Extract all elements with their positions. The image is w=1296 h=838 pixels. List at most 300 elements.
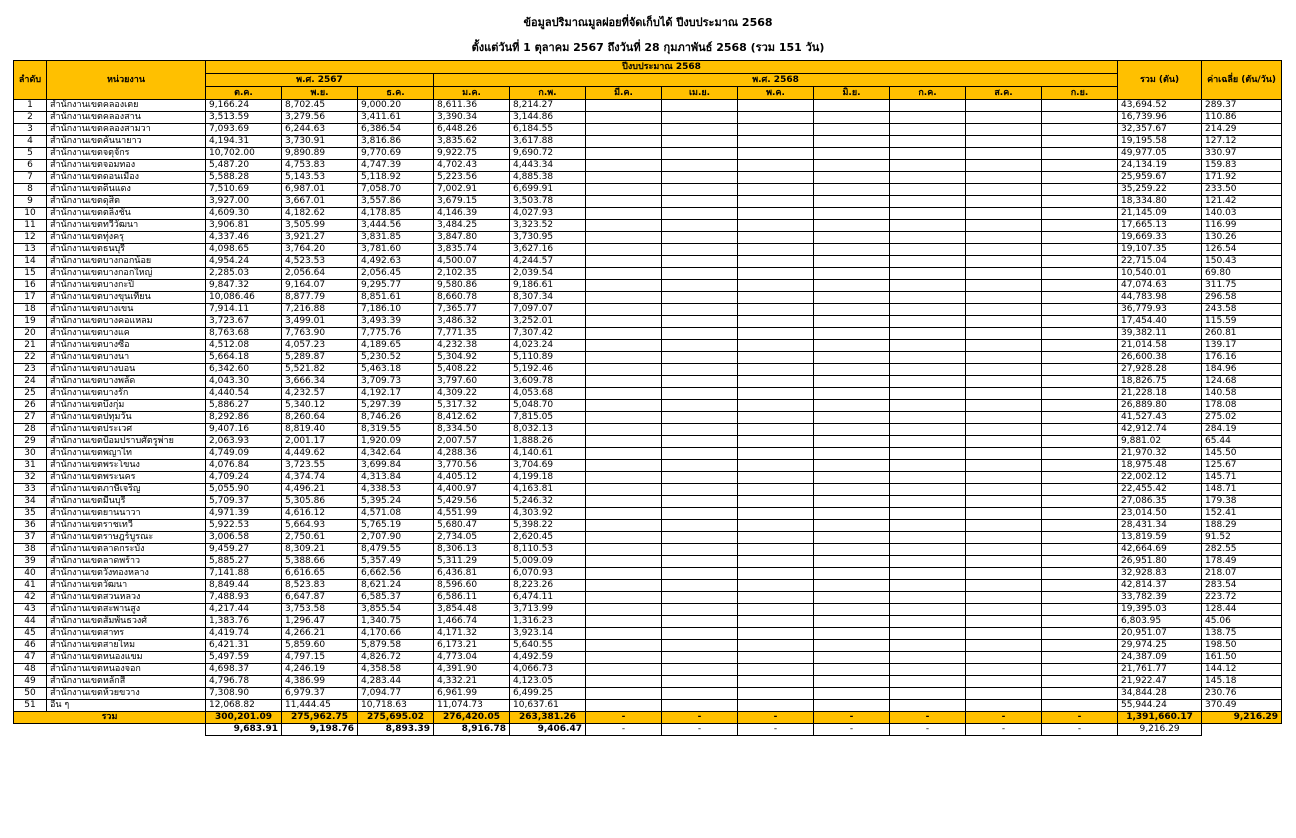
row-number: 51 — [14, 700, 47, 712]
table-row — [14, 124, 1282, 136]
month-empty — [662, 304, 738, 316]
month-empty — [890, 496, 966, 508]
month-empty — [966, 376, 1042, 388]
row-number: 38 — [14, 544, 47, 556]
row-number: 39 — [14, 556, 47, 568]
month-empty — [738, 220, 814, 232]
row-average: 260.81 — [1202, 328, 1282, 340]
row-total: 17,665.13 — [1118, 220, 1202, 232]
month-value: 10,718.63 — [358, 700, 434, 712]
row-average: 116.99 — [1202, 220, 1282, 232]
table-row — [14, 532, 1282, 544]
month-empty — [586, 580, 662, 592]
row-number: 4 — [14, 136, 47, 148]
row-number: 22 — [14, 352, 47, 364]
row-unit-name: สำนักงานเขตบางบอน — [47, 364, 206, 376]
month-empty — [1042, 676, 1118, 688]
month-empty — [662, 532, 738, 544]
month-empty — [738, 160, 814, 172]
month-empty — [738, 340, 814, 352]
month-value: 5,664.93 — [282, 520, 358, 532]
row-average: 188.29 — [1202, 520, 1282, 532]
month-empty — [966, 364, 1042, 376]
table-row — [14, 700, 1282, 712]
month-empty — [1042, 604, 1118, 616]
sum-dash: - — [814, 712, 890, 724]
month-value: 4,140.61 — [510, 448, 586, 460]
month-empty — [586, 124, 662, 136]
month-empty — [738, 328, 814, 340]
row-unit-name: สำนักงานเขตสัมพันธวงศ์ — [47, 616, 206, 628]
month-value: 4,419.74 — [206, 628, 282, 640]
month-empty — [586, 688, 662, 700]
month-empty — [738, 556, 814, 568]
row-number: 37 — [14, 532, 47, 544]
table-row — [14, 676, 1282, 688]
month-value: 4,309.22 — [434, 388, 510, 400]
table-row — [14, 340, 1282, 352]
month-empty — [814, 604, 890, 616]
month-value: 4,551.99 — [434, 508, 510, 520]
sum-dash: - — [662, 712, 738, 724]
month-empty — [1042, 352, 1118, 364]
month-value: 4,386.99 — [282, 676, 358, 688]
row-total: 35,259.22 — [1118, 184, 1202, 196]
month-value: 4,492.63 — [358, 256, 434, 268]
row-number: 33 — [14, 484, 47, 496]
row-average: 152.41 — [1202, 508, 1282, 520]
month-value: 5,879.58 — [358, 640, 434, 652]
month-empty — [586, 100, 662, 112]
month-empty — [1042, 364, 1118, 376]
month-value: 8,260.64 — [282, 412, 358, 424]
month-empty — [586, 424, 662, 436]
month-empty — [814, 592, 890, 604]
month-empty — [738, 232, 814, 244]
month-value: 6,647.87 — [282, 592, 358, 604]
row-total: 18,334.80 — [1118, 196, 1202, 208]
month-empty — [890, 280, 966, 292]
month-empty — [1042, 496, 1118, 508]
row-total: 41,527.43 — [1118, 412, 1202, 424]
month-empty — [1042, 220, 1118, 232]
month-empty — [662, 496, 738, 508]
month-value: 4,337.46 — [206, 232, 282, 244]
month-empty — [814, 136, 890, 148]
month-empty — [966, 328, 1042, 340]
row-unit-name: สำนักงานเขตตลิ่งชัน — [47, 208, 206, 220]
row-total: 42,814.37 — [1118, 580, 1202, 592]
row-average: 140.03 — [1202, 208, 1282, 220]
month-value: 3,723.55 — [282, 460, 358, 472]
month-value: 3,144.86 — [510, 112, 586, 124]
month-value: 4,313.84 — [358, 472, 434, 484]
month-value: 4,178.85 — [358, 208, 434, 220]
row-total: 21,228.18 — [1118, 388, 1202, 400]
month-empty — [814, 160, 890, 172]
month-empty — [662, 172, 738, 184]
month-empty — [586, 328, 662, 340]
month-empty — [586, 304, 662, 316]
month-value: 4,885.38 — [510, 172, 586, 184]
month-empty — [586, 544, 662, 556]
row-unit-name: สำนักงานเขตดินแดง — [47, 184, 206, 196]
month-empty — [738, 580, 814, 592]
month-value: 4,443.34 — [510, 160, 586, 172]
month-value: 4,500.07 — [434, 256, 510, 268]
month-value: 6,987.01 — [282, 184, 358, 196]
table-row — [14, 544, 1282, 556]
month-value: 3,854.48 — [434, 604, 510, 616]
month-empty — [890, 316, 966, 328]
month-empty — [814, 628, 890, 640]
month-empty — [1042, 316, 1118, 328]
month-empty — [890, 148, 966, 160]
month-value: 4,338.53 — [358, 484, 434, 496]
header-month: มิ.ย. — [814, 87, 890, 100]
row-number: 29 — [14, 436, 47, 448]
month-value: 3,609.78 — [510, 376, 586, 388]
row-average: 128.44 — [1202, 604, 1282, 616]
row-number: 42 — [14, 592, 47, 604]
month-value: 3,831.85 — [358, 232, 434, 244]
month-value: 4,571.08 — [358, 508, 434, 520]
month-empty — [586, 592, 662, 604]
month-empty — [586, 532, 662, 544]
month-empty — [966, 592, 1042, 604]
row-unit-name: สำนักงานเขตยานนาวา — [47, 508, 206, 520]
row-number: 6 — [14, 160, 47, 172]
month-empty — [586, 508, 662, 520]
month-value: 4,266.21 — [282, 628, 358, 640]
month-empty — [890, 172, 966, 184]
row-number: 36 — [14, 520, 47, 532]
month-value: 2,039.54 — [510, 268, 586, 280]
row-number: 26 — [14, 400, 47, 412]
month-value: 9,847.32 — [206, 280, 282, 292]
month-empty — [814, 652, 890, 664]
month-empty — [662, 652, 738, 664]
table-row — [14, 268, 1282, 280]
month-value: 4,053.68 — [510, 388, 586, 400]
row-average: 115.59 — [1202, 316, 1282, 328]
row-unit-name: สำนักงานเขตลาดกระบัง — [47, 544, 206, 556]
month-empty — [890, 232, 966, 244]
sum-total: 1,391,660.17 — [1118, 712, 1202, 724]
month-empty — [814, 292, 890, 304]
month-empty — [738, 424, 814, 436]
month-value: 5,305.86 — [282, 496, 358, 508]
month-empty — [1042, 160, 1118, 172]
row-number: 16 — [14, 280, 47, 292]
row-average: 145.71 — [1202, 472, 1282, 484]
month-value: 3,679.15 — [434, 196, 510, 208]
row-number: 34 — [14, 496, 47, 508]
row-unit-name: สำนักงานเขตบางกอกน้อย — [47, 256, 206, 268]
daily-dash: - — [738, 724, 814, 736]
month-empty — [738, 196, 814, 208]
month-empty — [966, 652, 1042, 664]
month-empty — [814, 640, 890, 652]
month-empty — [1042, 448, 1118, 460]
month-empty — [738, 400, 814, 412]
month-empty — [890, 244, 966, 256]
month-value: 5,408.22 — [434, 364, 510, 376]
month-empty — [662, 448, 738, 460]
month-empty — [890, 136, 966, 148]
month-empty — [586, 568, 662, 580]
month-empty — [662, 604, 738, 616]
month-value: 3,323.52 — [510, 220, 586, 232]
month-empty — [966, 604, 1042, 616]
month-value: 5,357.49 — [358, 556, 434, 568]
month-empty — [662, 244, 738, 256]
month-empty — [1042, 112, 1118, 124]
row-number: 21 — [14, 340, 47, 352]
header-year-2568: พ.ศ. 2568 — [434, 74, 1118, 87]
table-row — [14, 484, 1282, 496]
month-empty — [966, 520, 1042, 532]
month-empty — [738, 700, 814, 712]
month-empty — [814, 532, 890, 544]
month-empty — [814, 412, 890, 424]
month-empty — [662, 688, 738, 700]
month-empty — [1042, 184, 1118, 196]
month-empty — [890, 508, 966, 520]
table-row — [14, 148, 1282, 160]
month-empty — [662, 436, 738, 448]
month-value: 1,316.23 — [510, 616, 586, 628]
month-empty — [662, 472, 738, 484]
row-total: 10,540.01 — [1118, 268, 1202, 280]
row-total: 26,600.38 — [1118, 352, 1202, 364]
month-value: 8,307.34 — [510, 292, 586, 304]
month-empty — [738, 388, 814, 400]
month-value: 4,066.73 — [510, 664, 586, 676]
month-empty — [966, 172, 1042, 184]
month-empty — [966, 220, 1042, 232]
month-value: 5,588.28 — [206, 172, 282, 184]
month-empty — [814, 400, 890, 412]
month-empty — [1042, 520, 1118, 532]
month-empty — [966, 304, 1042, 316]
row-average: 69.80 — [1202, 268, 1282, 280]
row-unit-name: สำนักงานเขตราษฎร์บูรณะ — [47, 532, 206, 544]
month-empty — [738, 184, 814, 196]
row-total: 24,134.19 — [1118, 160, 1202, 172]
month-value: 9,164.07 — [282, 280, 358, 292]
month-empty — [738, 364, 814, 376]
month-empty — [966, 388, 1042, 400]
row-total: 21,970.32 — [1118, 448, 1202, 460]
month-value: 5,110.89 — [510, 352, 586, 364]
month-empty — [966, 124, 1042, 136]
daily-total: 9,216.29 — [1118, 724, 1202, 736]
table-row — [14, 556, 1282, 568]
month-value: 4,496.21 — [282, 484, 358, 496]
month-empty — [586, 208, 662, 220]
month-empty — [586, 640, 662, 652]
daily-dash: - — [1042, 724, 1118, 736]
month-empty — [814, 676, 890, 688]
month-value: 7,488.93 — [206, 592, 282, 604]
month-empty — [738, 268, 814, 280]
month-empty — [662, 592, 738, 604]
table-row — [14, 280, 1282, 292]
month-empty — [890, 616, 966, 628]
row-total: 42,912.74 — [1118, 424, 1202, 436]
month-value: 4,374.74 — [282, 472, 358, 484]
month-value: 3,781.60 — [358, 244, 434, 256]
daily-dash: - — [814, 724, 890, 736]
row-unit-name: สำนักงานเขตบางรัก — [47, 388, 206, 400]
table-row — [14, 460, 1282, 472]
month-value: 5,395.24 — [358, 496, 434, 508]
month-empty — [1042, 148, 1118, 160]
month-empty — [814, 112, 890, 124]
row-average: 233.50 — [1202, 184, 1282, 196]
month-empty — [966, 448, 1042, 460]
month-value: 6,979.37 — [282, 688, 358, 700]
month-empty — [1042, 100, 1118, 112]
month-value: 2,707.90 — [358, 532, 434, 544]
month-value: 4,246.19 — [282, 664, 358, 676]
month-empty — [1042, 256, 1118, 268]
table-row — [14, 292, 1282, 304]
month-value: 3,666.34 — [282, 376, 358, 388]
month-empty — [966, 112, 1042, 124]
month-value: 9,295.77 — [358, 280, 434, 292]
month-empty — [890, 220, 966, 232]
month-value: 4,146.39 — [434, 208, 510, 220]
month-value: 4,753.83 — [282, 160, 358, 172]
month-value: 1,296.47 — [282, 616, 358, 628]
month-value: 7,775.76 — [358, 328, 434, 340]
row-number: 32 — [14, 472, 47, 484]
month-empty — [814, 220, 890, 232]
row-number: 9 — [14, 196, 47, 208]
sum-row — [14, 712, 1282, 724]
month-value: 9,459.27 — [206, 544, 282, 556]
row-unit-name: สำนักงานเขตสะพานสูง — [47, 604, 206, 616]
month-empty — [814, 328, 890, 340]
table-row — [14, 412, 1282, 424]
month-empty — [814, 172, 890, 184]
row-average: 176.16 — [1202, 352, 1282, 364]
month-empty — [814, 556, 890, 568]
month-value: 3,835.62 — [434, 136, 510, 148]
month-value: 8,412.62 — [434, 412, 510, 424]
row-number: 35 — [14, 508, 47, 520]
row-total: 21,014.58 — [1118, 340, 1202, 352]
row-total: 24,387.09 — [1118, 652, 1202, 664]
month-empty — [738, 136, 814, 148]
daily-month-value: 8,916.78 — [434, 724, 510, 736]
row-number: 20 — [14, 328, 47, 340]
month-empty — [890, 652, 966, 664]
month-value: 5,304.92 — [434, 352, 510, 364]
month-empty — [890, 568, 966, 580]
month-value: 4,512.08 — [206, 340, 282, 352]
row-number: 24 — [14, 376, 47, 388]
month-empty — [966, 580, 1042, 592]
header-avg: ค่าเฉลี่ย (ตัน/วัน) — [1202, 61, 1282, 100]
month-value: 4,332.21 — [434, 676, 510, 688]
month-empty — [1042, 340, 1118, 352]
header-unit: หน่วยงาน — [47, 61, 206, 100]
month-empty — [966, 352, 1042, 364]
row-total: 33,782.39 — [1118, 592, 1202, 604]
month-empty — [662, 136, 738, 148]
month-empty — [738, 664, 814, 676]
month-value: 4,288.36 — [434, 448, 510, 460]
row-unit-name: สำนักงานเขตหนองแขม — [47, 652, 206, 664]
daily-month-value: 9,406.47 — [510, 724, 586, 736]
month-value: 7,002.91 — [434, 184, 510, 196]
month-value: 4,391.90 — [434, 664, 510, 676]
table-row — [14, 520, 1282, 532]
month-empty — [586, 652, 662, 664]
month-empty — [966, 424, 1042, 436]
month-empty — [890, 448, 966, 460]
row-average: 161.50 — [1202, 652, 1282, 664]
month-empty — [738, 568, 814, 580]
month-value: 8,611.36 — [434, 100, 510, 112]
month-value: 5,886.27 — [206, 400, 282, 412]
row-average: 139.17 — [1202, 340, 1282, 352]
month-value: 2,734.05 — [434, 532, 510, 544]
daily-month-value: 8,893.39 — [358, 724, 434, 736]
row-number: 40 — [14, 568, 47, 580]
month-empty — [1042, 292, 1118, 304]
row-average: 284.19 — [1202, 424, 1282, 436]
sum-average: 9,216.29 — [1202, 712, 1282, 724]
row-total: 43,694.52 — [1118, 100, 1202, 112]
month-value: 8,621.24 — [358, 580, 434, 592]
month-empty — [586, 556, 662, 568]
month-empty — [890, 640, 966, 652]
table-row — [14, 604, 1282, 616]
month-value: 3,617.88 — [510, 136, 586, 148]
month-value: 5,118.92 — [358, 172, 434, 184]
month-value: 7,216.88 — [282, 304, 358, 316]
month-empty — [890, 580, 966, 592]
row-unit-name: สำนักงานเขตหนองจอก — [47, 664, 206, 676]
table-row — [14, 172, 1282, 184]
row-number: 7 — [14, 172, 47, 184]
month-empty — [738, 604, 814, 616]
month-empty — [738, 352, 814, 364]
month-value: 8,334.50 — [434, 424, 510, 436]
month-empty — [1042, 532, 1118, 544]
header-year-2567: พ.ศ. 2567 — [206, 74, 434, 87]
row-unit-name: สำนักงานเขตวังทองหลาง — [47, 568, 206, 580]
month-empty — [966, 532, 1042, 544]
row-number: 5 — [14, 148, 47, 160]
month-value: 4,749.09 — [206, 448, 282, 460]
month-value: 8,319.55 — [358, 424, 434, 436]
row-total: 19,669.33 — [1118, 232, 1202, 244]
row-total: 21,761.77 — [1118, 664, 1202, 676]
month-value: 5,317.32 — [434, 400, 510, 412]
row-average: 243.58 — [1202, 304, 1282, 316]
month-value: 2,056.45 — [358, 268, 434, 280]
month-value: 3,753.58 — [282, 604, 358, 616]
month-empty — [738, 616, 814, 628]
month-value: 4,709.24 — [206, 472, 282, 484]
month-empty — [586, 376, 662, 388]
month-value: 4,954.24 — [206, 256, 282, 268]
